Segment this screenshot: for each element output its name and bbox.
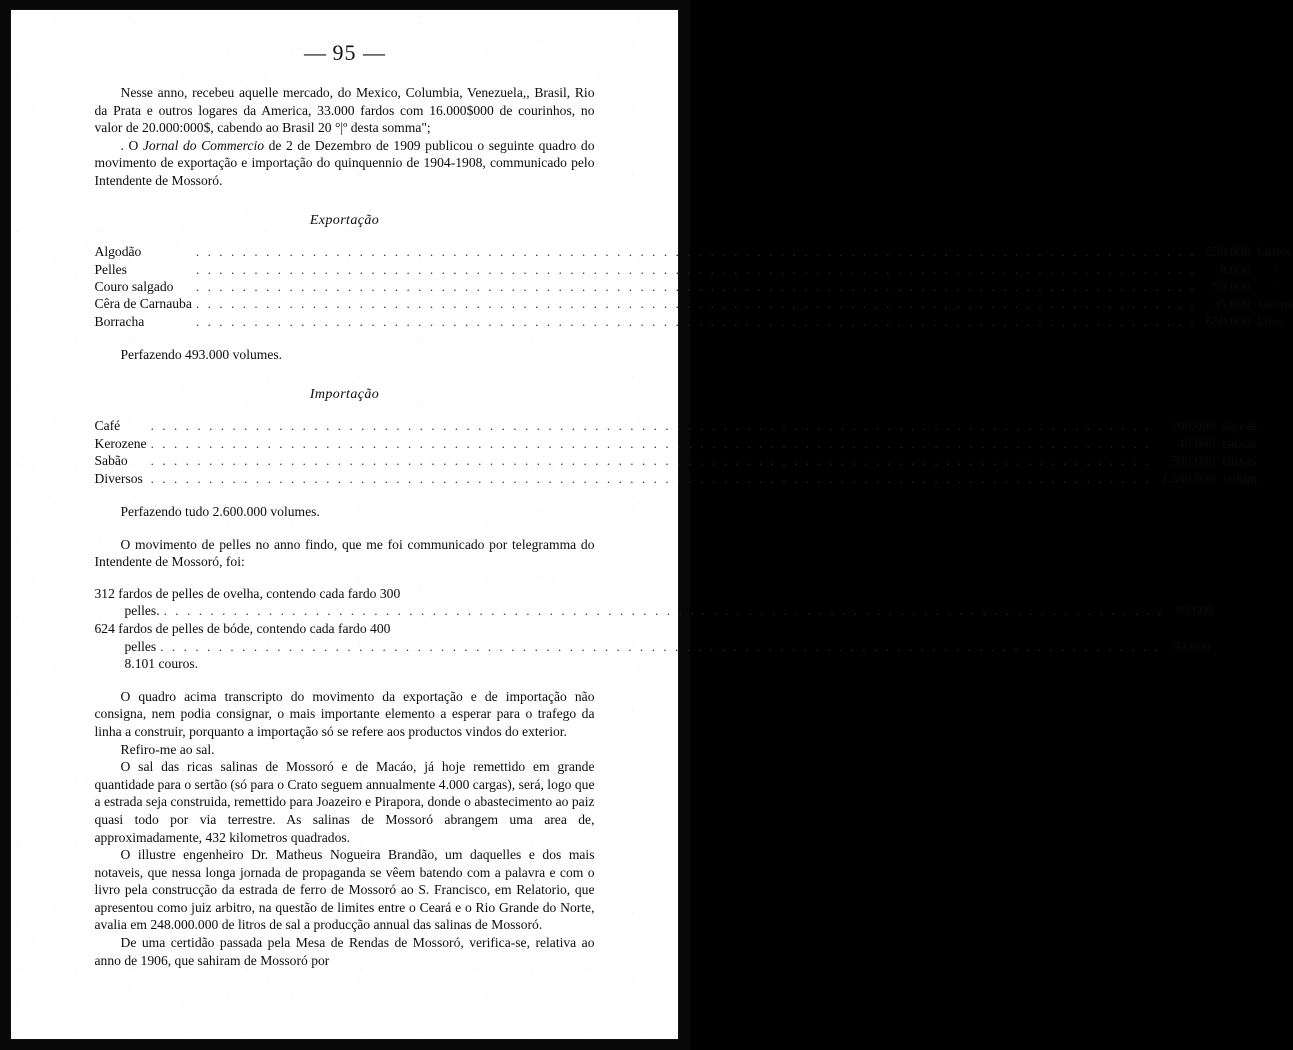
table-row (95, 435, 1261, 452)
goods-unit: caixas (1222, 453, 1257, 469)
paragraph-movimento-pelles: O movimento de pelles no anno findo, que me foi communicado por telegramma do Intendente de Mossoró, foi: (94, 536, 595, 570)
jornal-lead-text: . O (120, 137, 143, 153)
goods-unit: saccas (1222, 418, 1258, 434)
goods-name: Pelles (94, 261, 127, 277)
paragraph-refiro-me-ao-sal: Refiro-me ao sal. (120, 741, 215, 757)
leader-dots: . . . . . . . . . . . . . . . . . . . . . . . . . . . . . . . . . . . . . . . . . . . . . . . . . . . . . . . . . . . . . . . . . . . . . . . . . . . . . . . . . . . . . . (150, 453, 1151, 469)
goods-quantity: 35.000 (1213, 296, 1251, 312)
exportacao-summary: Perfazendo 493.000 volumes. (120, 347, 283, 363)
leader-dots-cell (196, 261, 1196, 278)
page-sheet (11, 10, 1293, 1039)
leader-dots-cell (196, 295, 1196, 312)
goods-unit: caixas (1222, 435, 1257, 451)
leader-dots: . . . . . . . . . . . . . . . . . . . . . . . . . . . . . . . . . . . . . . . . . . . . . . . . . . . . . . . . . . . . . . . . . . . . . . . . . . . . . . . . . . . . . . (195, 278, 1197, 294)
bale-value: 93.600 (1172, 638, 1210, 654)
leader-dots: . . . . . . . . . . . . . . . . . . . . . . . . . . . . . . . . . . . . . . . . . . . . . . . . . . . . . . . . . . . . . . . . . . . . . . . . . . . . . . . . . . . . . . (195, 261, 1197, 277)
leader-dots-cell (151, 435, 1151, 452)
leader-dots-cell (151, 417, 1151, 434)
leader-dots-cell (196, 313, 1196, 330)
page-number-header (11, 40, 678, 66)
table-row (95, 243, 1293, 260)
page-number: 95 (332, 40, 357, 65)
bale-value: 93.600 (1175, 603, 1214, 619)
goods-unit: volum. (1222, 470, 1261, 486)
goods-unit: " (1273, 278, 1279, 294)
bale-label: pelles. (124, 603, 160, 619)
bale-entry-value-row (95, 602, 1214, 620)
goods-name: Borracha (94, 313, 145, 329)
goods-name: Café (94, 418, 121, 434)
spacer (95, 673, 595, 688)
table-row (95, 313, 1293, 330)
goods-unit: " (1273, 261, 1279, 277)
bale-entry-headline: 624 fardos de pelles de bóde, contendo cada fardo 400 (94, 620, 391, 636)
importacao-table (95, 417, 1261, 487)
goods-quantity: 50.000 (1213, 278, 1251, 294)
leader-dots-cell (196, 243, 1196, 260)
goods-name: Couro salgado (94, 278, 174, 294)
table-row (95, 295, 1293, 312)
jornal-rest-text: de 2 de Dezembro de 1909 publicou o seguinte quadro do movimento de exportação e importação do quinquennio de 1904-1908, communicado pelo Intendente de Mossoró. (94, 137, 595, 188)
bale-entry-value-row (95, 638, 1210, 656)
goods-quantity: 500.000 (1171, 453, 1216, 469)
leader-dots: . . . . . . . . . . . . . . . . . . . . . . . . . . . . . . . . . . . . . . . . . . . . . . . . . . . . . . . . . . . . . . . . . . . . . . . . . . . . . . . . . . . . . . (195, 313, 1197, 329)
table-row (95, 470, 1261, 487)
goods-quantity: 250.000 (1206, 244, 1251, 260)
folio-dash-right: — (363, 40, 385, 65)
folio-dash-left: — (304, 40, 326, 65)
goods-name: Sabão (94, 453, 128, 469)
goods-name: Kerozene (94, 435, 147, 451)
pelles-listing (94, 585, 1214, 673)
goods-quantity: 650.000 (1206, 313, 1251, 329)
table-row (95, 452, 1261, 469)
goods-name: Cêra de Carnauba (94, 296, 192, 312)
page-content (11, 10, 1293, 1039)
leader-dots: . . . . . . . . . . . . . . . . . . . . . . . . . . . . . . . . . . . . . . . . . . . . . . . . . . . . . . . . . . . . . . . . . . . . . . . . . . . . . . . . . . . . . . (195, 244, 1197, 260)
paragraph-mercado: Nesse anno, recebeu aquelle mercado, do Mexico, Columbia, Venezuela,, Brasil, Rio da Prata e outros logares da America, 33.000 fardos com 16.000$000 de courinhos, no valor de 20.000:000$, cabendo ao Brasil 20 °|º desta somma"; (94, 85, 595, 136)
leader-dots: . . . . . . . . . . . . . . . . . . . . . . . . . . . . . . . . . . . . . . . . . . . . . . . . . . . . . . . . . . . . . . . . . . . . . . . . . . . . . . . . . . . . . . (150, 418, 1151, 434)
spacer (95, 521, 595, 536)
jornal-title-italic: Jornal do Commercio (142, 137, 265, 153)
leader-dots: . . . . . . . . . . . . . . . . . . . . . . . . . . . . . . . . . . . . . . . . . . . . . . . . . . . . . . . . . . . . . . . . . . . . . . . . . . . . . . . . . . . . . . (160, 638, 1161, 654)
body-column (94, 66, 1293, 969)
leader-dots: . . . . . . . . . . . . . . . . . . . . . . . . . . . . . . . . . . . . . . . . . . . . . . . . . . . . . . . . . . . . . . . . . . . . . . . . . . . . . . . . . . . . . . (163, 603, 1164, 619)
leader-dots: . . . . . . . . . . . . . . . . . . . . . . . . . . . . . . . . . . . . . . . . . . . . . . . . . . . . . . . . . . . . . . . . . . . . . . . . . . . . . . . . . . . . . . (150, 470, 1151, 486)
paragraph-certidao-mesa-de-rendas: De uma certidão passada pela Mesa de Rendas de Mossoró, verifica-se, relativa ao anno de 1906, que sahiram de Mossoró por (94, 935, 595, 968)
goods-quantity: 200.000 (1171, 418, 1216, 434)
leader-dots-cell (151, 470, 1151, 487)
bale-entry-headline: 312 fardos de pelles de ovelha, contendo cada fardo 300 (94, 585, 401, 601)
goods-quantity: 1.500.000 (1160, 470, 1216, 486)
couros-total: 8.101 couros. (124, 656, 199, 672)
bale-label: pelles (124, 638, 157, 654)
paragraph-quadro-acima: O quadro acima transcripto do movimento da exportação e de importação não consigna, nem podia consignar, o mais importante elemento a esperar para o trafego da linha a construir, porquanto a importação só se refere aos productos vindos do exterior. (94, 688, 595, 739)
goods-quantity: 40.000 (1177, 435, 1216, 451)
importacao-summary: Perfazendo tudo 2.600.000 volumes. (120, 504, 320, 519)
leader-dots-cell (151, 452, 1151, 469)
paragraph-jornal-do-commercio (95, 137, 595, 190)
leader-dots: . . . . . . . . . . . . . . . . . . . . . . . . . . . . . . . . . . . . . . . . . . . . . . . . . . . . . . . . . . . . . . . . . . . . . . . . . . . . . . . . . . . . . . (195, 296, 1197, 312)
table-row (95, 278, 1293, 295)
leader-dots: . . . . . . . . . . . . . . . . . . . . . . . . . . . . . . . . . . . . . . . . . . . . . . . . . . . . . . . . . . . . . . . . . . . . . . . . . . . . . . . . . . . . . . (150, 435, 1151, 451)
paragraph-salinas: O sal das ricas salinas de Mossoró e de Macáo, já hoje remettido em grande quantidade para o sertão (só para o Crato seguem annualmente 4.000 cargas), será, logo que a estrada seja construida, remettido para Joazeiro e Pirapora, donde o abastecimento ao paiz quasi todo por via terrestre. As salinas de Mossoró abrangem uma area de, approximadamente, 432 kilometros quadrados. (94, 759, 595, 845)
goods-name: Diversos (94, 470, 143, 486)
goods-name: Algodão (94, 244, 142, 260)
paragraph-engenheiro-brandao: O illustre engenheiro Dr. Matheus Nogueira Brandão, um daquelles e dos mais notaveis, que nessa longa jornada de propaganda se vêem batendo com a palavra e com o livro pela construcção da estrada de ferro de Mossoró ao S. Francisco, em Relatorio, que apresentou como juiz arbitro, na questão de limites entre o Ceará e o Rio Grande do Norte, avalia em 248.000.000 de litros de sal a producção annual das salinas de Mossoró. (94, 847, 595, 933)
goods-quantity: 8.000 (1219, 261, 1251, 277)
table-row (95, 261, 1293, 278)
leader-dots-cell (196, 278, 1196, 295)
goods-unit: saccos (1257, 296, 1293, 312)
goods-unit: fardos (1257, 244, 1292, 260)
exportacao-table (95, 243, 1293, 330)
section-title-importacao: Importação (309, 386, 380, 402)
goods-unit: kilos (1257, 313, 1284, 329)
section-title-exportacao: Exportação (309, 212, 380, 228)
table-row (95, 417, 1261, 434)
